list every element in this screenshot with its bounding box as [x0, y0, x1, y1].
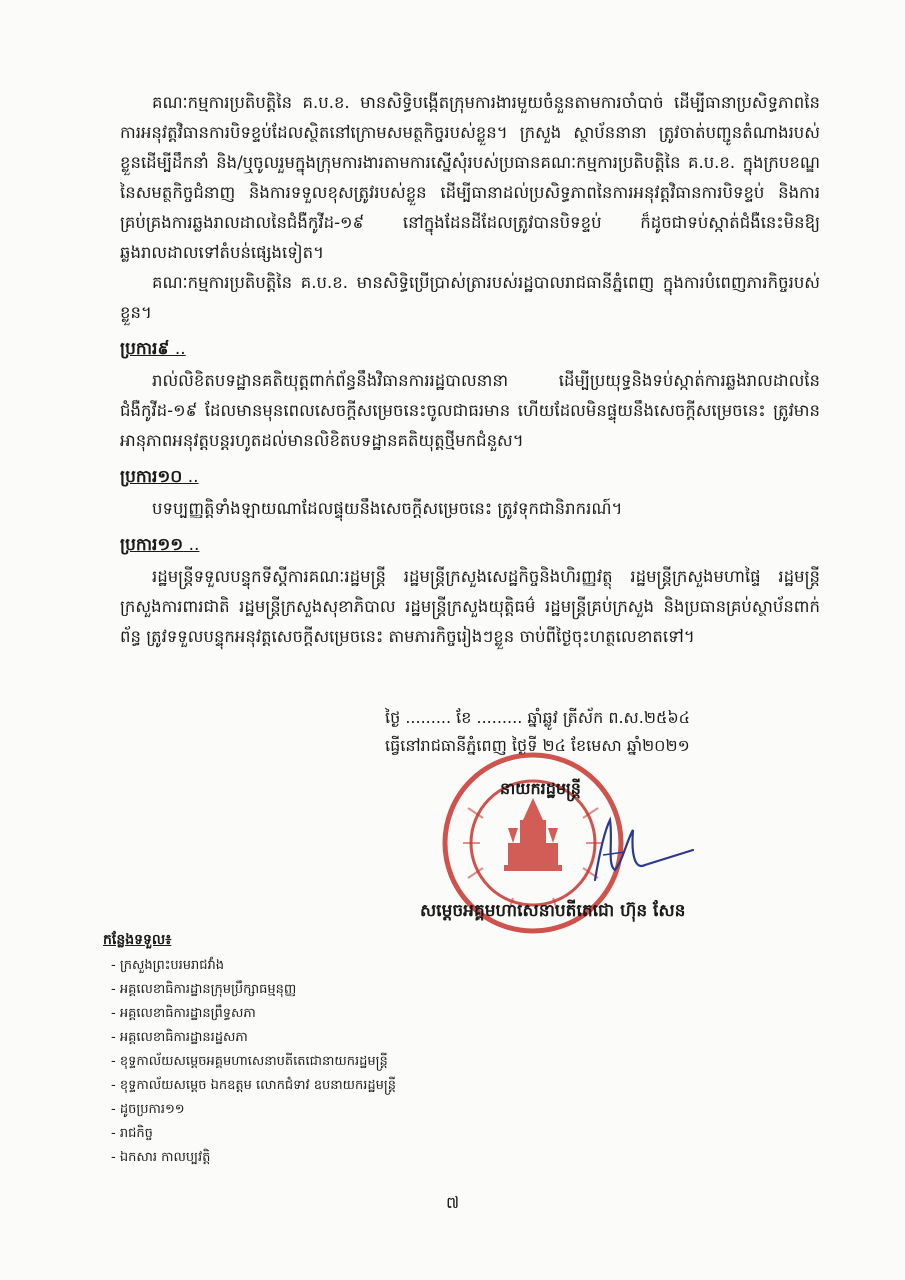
article-10 [120, 462, 820, 524]
heading-suffix: .. [182, 467, 199, 487]
list-item: - ខុទ្ទកាល័យសម្តេច ឯកឧត្តម លោកជំទាវ ឧបនាយករដ្ឋមន្ត្រី [111, 1074, 503, 1098]
list-item: - ខុទ្ទកាល័យសម្តេចអគ្គមហាសេនាបតីតេជោនាយករដ្ឋមន្ត្រី [111, 1050, 503, 1074]
heading-suffix: .. [183, 535, 200, 555]
signature-icon [575, 810, 695, 890]
heading-suffix: .. [169, 339, 186, 359]
paragraph: គណៈកម្មការប្រតិបត្តិនៃ គ.ប.ខ. មានសិទ្ធិបង្កើតក្រុមការងារមួយចំនួនតាមការចាំបាច់ ដើម្បីធានាប្រសិទ្ធភាពនៃការអនុវត្តវិធានការបិទខ្ទប់ដែលស្ថិតនៅក្រោមសមត្ថកិច្ចរបស់ខ្លួន។ ក្រសួង ស្ថាប័ននានា ត្រូវចាត់បញ្ជូនតំណាងរបស់ខ្លួនដើម្បីដឹកនាំ និង/ឬចូលរួមក្នុងក្រុមការងារតាមការស្នើសុំរបស់ប្រធានគណៈកម្មការប្រតិបត្តិនៃ គ.ប.ខ. ក្នុងក្របខណ្ឌនៃសមត្ថកិច្ចជំនាញ និងការទទួលខុសត្រូវរបស់ខ្លួន ដើម្បីធានាដល់ប្រសិទ្ធភាពនៃការអនុវត្តវិធានការបិទខ្ទប់ និងការគ្រប់គ្រងការឆ្លងរាលដាលនៃជំងឺកូវីដ-១៩ នៅក្នុងដែនដីដែលត្រូវបានបិទខ្ទប់ ក៏ដូចជាទប់ស្កាត់ជំងឺនេះមិនឱ្យឆ្លងរាលដាលទៅតំបន់ផ្សេងទៀត។ [120, 93, 820, 262]
article-heading: ប្រការ១០ [120, 467, 183, 487]
list-item: - ឯកសារ កាលប្បវត្តិ [111, 1146, 503, 1170]
article-heading: ប្រការ១១ [120, 535, 184, 555]
issue-date-line: ធ្វើនៅរាជធានីភ្នំពេញ ថ្ងៃទី ២៤ ខែមេសា ឆ្នាំ២០២១ [385, 736, 690, 755]
recipients-block [103, 928, 503, 1170]
list-item: - អគ្គលេខាធិការដ្ឋានក្រុមប្រឹក្សាធម្មនុញ្ញ [111, 978, 503, 1002]
article-9 [120, 334, 820, 456]
recipients-title: កន្លែងទទួល៖ [103, 932, 172, 948]
signatory-name: សម្តេចអគ្គមហាសេនាបតីតេជោ ហ៊ុន សែន [420, 901, 686, 921]
article-text: បទប្បញ្ញត្តិទាំងឡាយណាដែលផ្ទុយនឹងសេចក្តីសម្រេចនេះ ត្រូវទុកជានិរាករណ៍។ [152, 499, 623, 518]
signatory-title: នាយករដ្ឋមន្ត្រី [500, 779, 581, 798]
page-number: ៧ [445, 1193, 460, 1212]
paragraph: គណៈកម្មការប្រតិបត្តិនៃ គ.ប.ខ. មានសិទ្ធិប្រើប្រាស់ត្រារបស់រដ្ឋបាលរាជធានីភ្នំពេញ ក្នុងការបំពេញភារកិច្ចរបស់ខ្លួន។ [120, 273, 820, 322]
list-item: - រាជកិច្ច [111, 1122, 503, 1146]
lunar-date-line: ថ្ងៃ ......... ខែ ......... ឆ្នាំឆ្លូវ ត្រីស័ក ព.ស.២៥៦៤ [385, 708, 690, 727]
list-item: - ដូចប្រការ១១ [111, 1098, 503, 1122]
article-11 [120, 530, 820, 652]
recipients-list [103, 954, 503, 1170]
article-heading: ប្រការ៩ [120, 339, 170, 359]
document-body [120, 88, 820, 652]
list-item: - អគ្គលេខាធិការដ្ឋានព្រឹទ្ធសភា [111, 1002, 503, 1026]
list-item: - អគ្គលេខាធិការដ្ឋានរដ្ឋសភា [111, 1026, 503, 1050]
list-item: - ក្រសួងព្រះបរមរាជវាំង [111, 954, 503, 978]
article-text: រដ្ឋមន្ត្រីទទួលបន្ទុកទីស្តីការគណៈរដ្ឋមន្ត្រី រដ្ឋមន្ត្រីក្រសួងសេដ្ឋកិច្ចនិងហិរញ្ញវត្ថុ រដ្ឋមន្ត្រីក្រសួងមហាផ្ទៃ រដ្ឋមន្ត្រីក្រសួងការពារជាតិ រដ្ឋមន្ត្រីក្រសួងសុខាភិបាល រដ្ឋមន្ត្រីក្រសួងយុត្តិធម៌ រដ្ឋមន្ត្រីគ្រប់ក្រសួង និងប្រធានគ្រប់ស្ថាប័នពាក់ព័ន្ធ ត្រូវទទួលបន្ទុកអនុវត្តសេចក្តីសម្រេចនេះ តាមភារកិច្ចរៀងៗខ្លួន ចាប់ពីថ្ងៃចុះហត្ថលេខាតទៅ។ [120, 567, 820, 646]
article-text: រាល់លិខិតបទដ្ឋានគតិយុត្តពាក់ព័ន្ធនឹងវិធានការរដ្ឋបាលនានា ដើម្បីប្រយុទ្ធនិងទប់ស្កាត់ការឆ្លងរាលដាលនៃជំងឺកូវីដ-១៩ ដែលមានមុនពេលសេចក្តីសម្រេចនេះចូលជាធរមាន ហើយដែលមិនផ្ទុយនឹងសេចក្តីសម្រេចនេះ ត្រូវមានអានុភាពអនុវត្តបន្តរហូតដល់មានលិខិតបទដ្ឋានគតិយុត្តថ្មីមកជំនួស។ [120, 371, 820, 450]
